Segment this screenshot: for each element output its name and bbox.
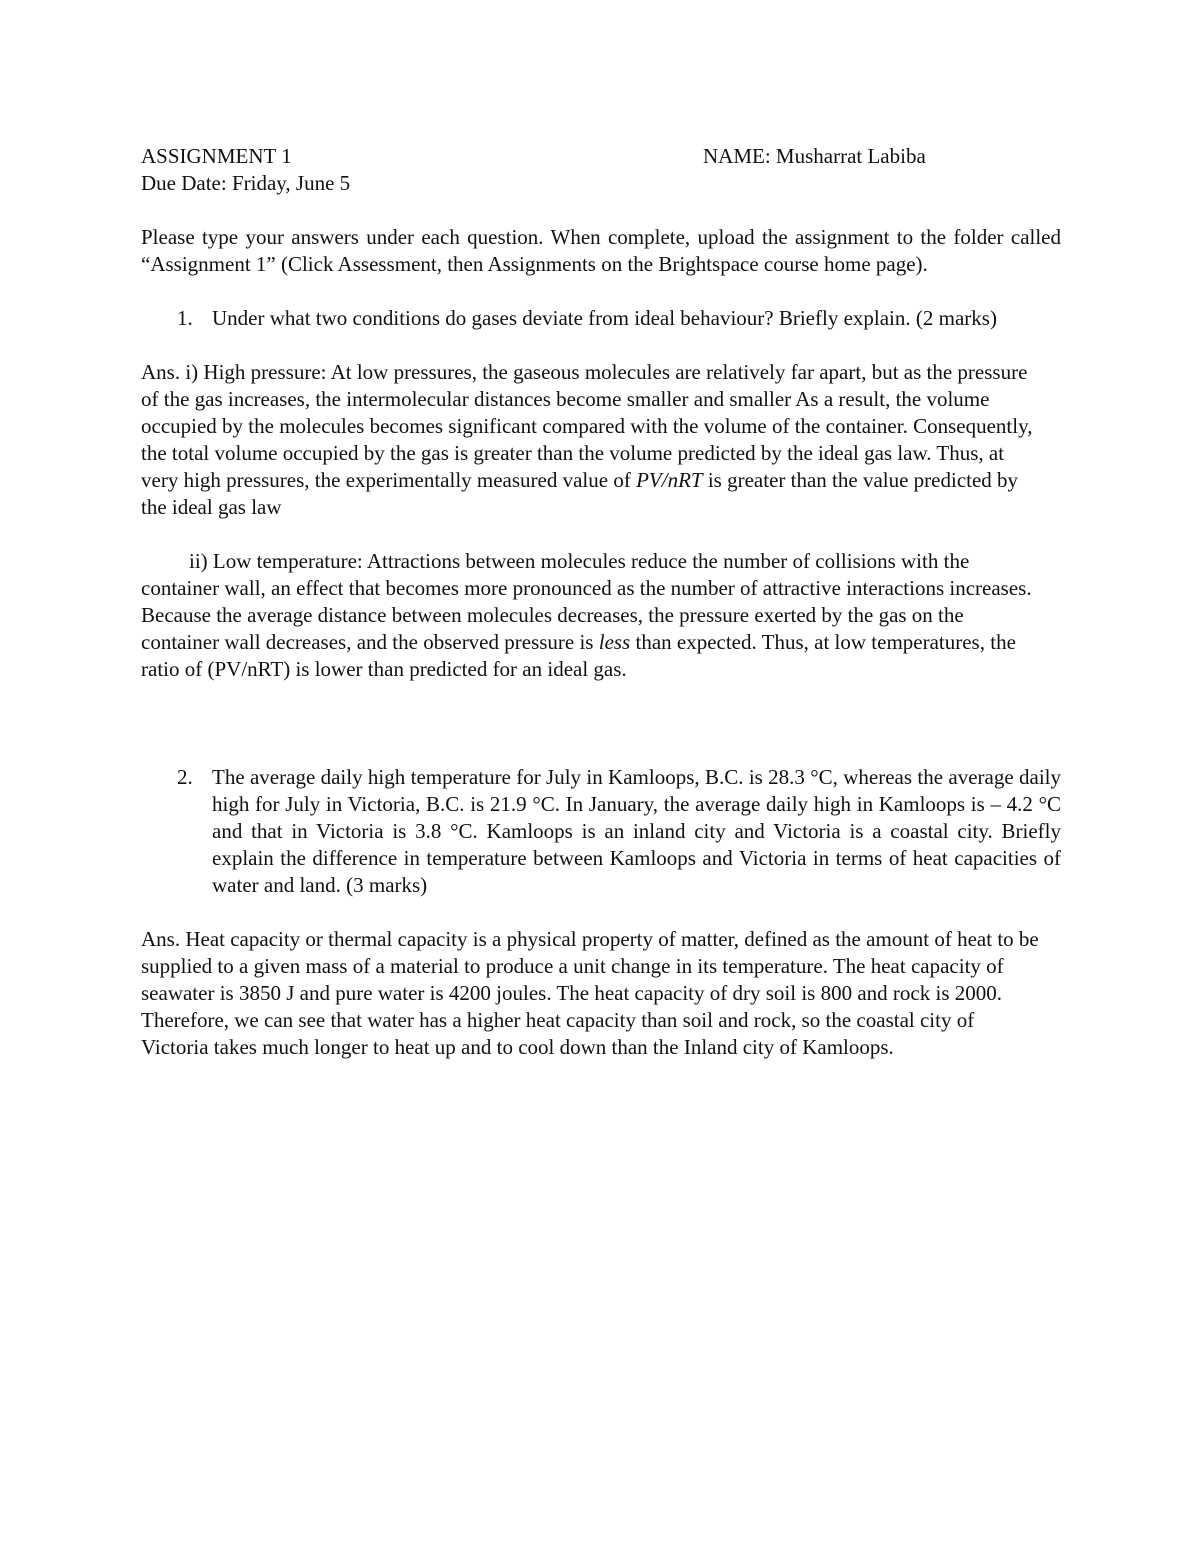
instructions: Please type your answers under each question. When complete, upload the assignment to the folder called “Assignment 1” (Click Assessment, then Assignments on the Brightspace course home page).	[141, 225, 1061, 276]
answer-text: is greater than the value predicted by the ideal gas law	[141, 468, 1019, 519]
answer-1-part-2	[141, 548, 1046, 683]
question-text: Under what two conditions do gases deviate from ideal behaviour? Briefly explain. (2 marks)	[212, 306, 997, 330]
student-name: NAME: Musharrat Labiba	[703, 144, 926, 168]
answer-text: ii) Low temperature: Attractions between molecules reduce the number of collisions with the container wall, an effect that becomes more pronounced as the number of attractive interactions increases. Because the average distance between molecules decreases, the pressure exerted by the gas on the container wall decreases, and the observed pressure is	[141, 549, 1032, 654]
question-number: 1.	[177, 306, 193, 330]
formula-text: PV/nRT	[636, 468, 703, 492]
document-page	[141, 143, 1061, 1061]
question-2	[177, 764, 1061, 899]
question-1	[177, 305, 1061, 332]
answer-text: Ans. i) High pressure: At low pressures, the gaseous molecules are relatively far apart, but as the pressure of the gas increases, the intermolecular distances become smaller and smaller As a result, the volume occupied by the molecules becomes significant compared with the volume of the container. Consequently, the total volume occupied by the gas is greater than the volume predicted by the ideal gas law. Thus, at very high pressures, the experimentally measured value of	[141, 360, 1033, 492]
emphasis-text: less	[598, 630, 631, 654]
header-row	[141, 143, 1061, 170]
answer-text: than expected. Thus, at low temperatures, the ratio of (PV/nRT) is lower than predicted for an ideal gas.	[141, 630, 1016, 681]
answer-2: Ans. Heat capacity or thermal capacity is a physical property of matter, defined as the amount of heat to be supplied to a given mass of a material to produce a unit change in its temperature. The heat capacity of seawater is 3850 J and pure water is 4200 joules. The heat capacity of dry soil is 800 and rock is 2000. Therefore, we can see that water has a higher heat capacity than soil and rock, so the coastal city of Victoria takes much longer to heat up and to cool down than the Inland city of Kamloops.	[141, 927, 1039, 1059]
assignment-title: ASSIGNMENT 1	[141, 144, 292, 168]
question-text: The average daily high temperature for July in Kamloops, B.C. is 28.3 °C, whereas the average daily high for July in Victoria, B.C. is 21.9 °C. In January, the average daily high in Kamloops is – 4.2 °C and that in Victoria is 3.8 °C. Kamloops is an inland city and Victoria is a coastal city. Briefly explain the difference in temperature between Kamloops and Victoria in terms of heat capacities of water and land. (3 marks)	[212, 765, 1061, 897]
answer-1-part-1	[141, 359, 1046, 521]
question-number: 2.	[177, 765, 193, 789]
due-date: Due Date: Friday, June 5	[141, 171, 351, 195]
